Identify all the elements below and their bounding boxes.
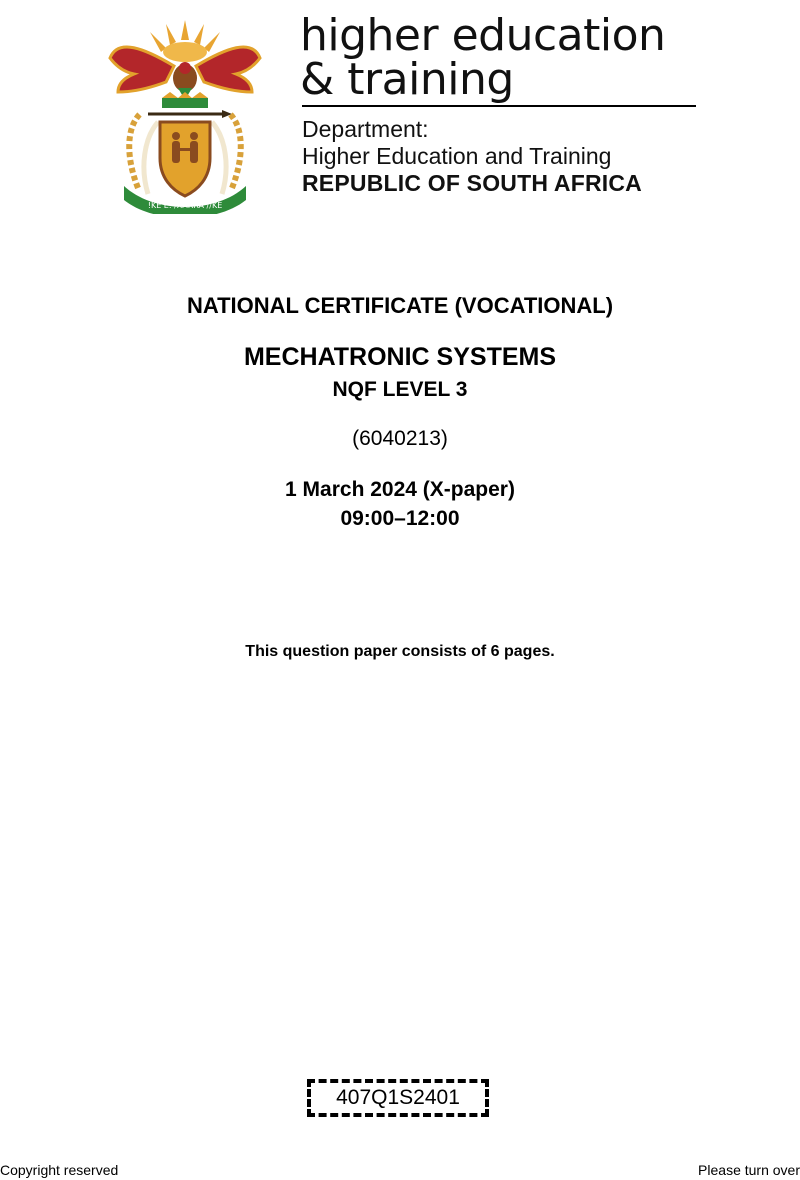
wheat-left-icon bbox=[129, 114, 140, 188]
department-label: Department: bbox=[302, 116, 429, 142]
turn-over-footer: Please turn over bbox=[698, 1162, 800, 1178]
protea-band-icon bbox=[162, 92, 208, 108]
page-count-note: This question paper consists of 6 pages. bbox=[245, 643, 555, 660]
exam-time: 09:00–12:00 bbox=[340, 507, 460, 530]
tusk-left-icon bbox=[144, 122, 158, 194]
country-name: REPUBLIC OF SOUTH AFRICA bbox=[302, 170, 642, 196]
sun-icon bbox=[150, 20, 220, 62]
brand-title: higher education & training bbox=[300, 10, 666, 105]
motto-text: !KE E: /XARRA //KE bbox=[147, 201, 223, 210]
copyright-footer: Copyright reserved bbox=[0, 1162, 119, 1178]
coat-of-arms-logo bbox=[104, 18, 266, 214]
paper-code-box bbox=[307, 1079, 489, 1117]
brand-divider bbox=[302, 105, 696, 107]
qualification-title: NATIONAL CERTIFICATE (VOCATIONAL) bbox=[186, 293, 614, 318]
shield-icon bbox=[160, 122, 210, 196]
paper-code: 407Q1S2401 bbox=[336, 1086, 460, 1109]
tusk-right-icon bbox=[212, 122, 226, 194]
department-name: Higher Education and Training bbox=[302, 143, 612, 169]
exam-date: 1 March 2024 (X-paper) bbox=[285, 478, 515, 501]
subject-code: (6040213) bbox=[352, 427, 448, 450]
subject-title: MECHATRONIC SYSTEMS bbox=[243, 343, 557, 371]
nqf-level: NQF LEVEL 3 bbox=[332, 378, 468, 401]
wheat-right-icon bbox=[230, 114, 241, 188]
